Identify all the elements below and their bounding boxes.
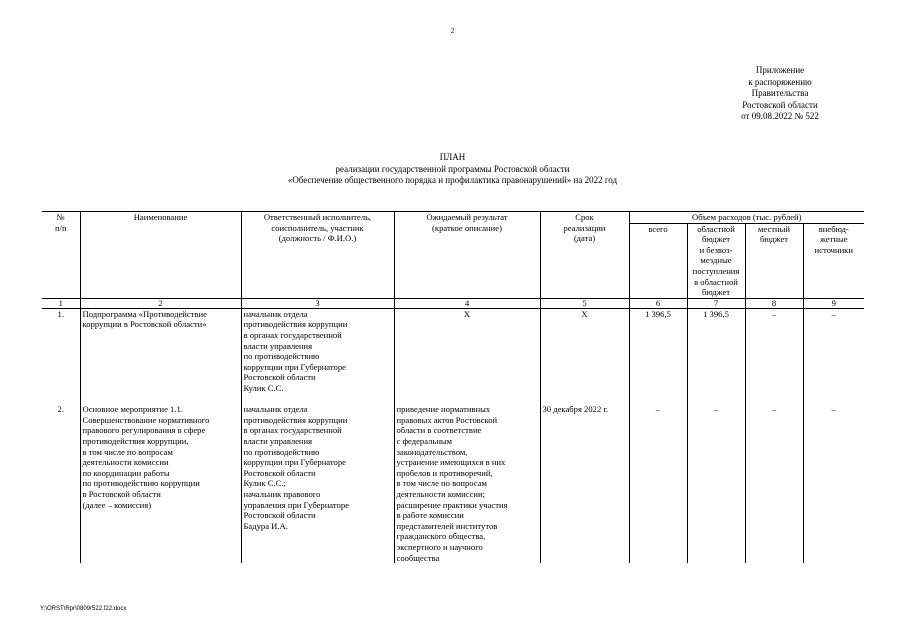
appendix-line: к распоряжению	[748, 76, 812, 87]
appendix-block	[700, 65, 860, 123]
row-responsible: начальник отдела противодействия коррупции в органах государственной власти управления по противодействию коррупции при Губернаторе Ростовской области Кулик С.С.; начальник правового управления при Губернаторе Ростовской области Бадура И.А.	[241, 404, 394, 563]
row-regional: –	[687, 404, 745, 563]
table-row	[42, 308, 864, 404]
header-responsible: Ответственный исполнитель, соисполнитель, участник (должность / Ф.И.О.)	[241, 212, 394, 299]
header-result: Ожидаемый результат (краткое описание)	[394, 212, 540, 299]
row-extra: –	[803, 404, 864, 563]
column-number: 6	[629, 298, 687, 308]
column-number: 9	[803, 298, 864, 308]
row-name: Основное мероприятие 1.1. Совершенствование нормативного правового регулирования в сфере противодействия коррупции, в том числе по вопросам деятельности комиссии по координации работы по противодействию коррупции в Ростовской области (далее – комиссия)	[80, 404, 241, 563]
table-row	[42, 404, 864, 563]
row-regional: 1 396,5	[687, 308, 745, 404]
page-number: 2	[450, 27, 455, 35]
plan-table	[42, 211, 864, 563]
appendix-line: Приложение	[755, 65, 805, 75]
header-num: № п/п	[42, 212, 80, 299]
header-total: всего	[629, 223, 687, 298]
column-number: 1	[42, 298, 80, 308]
row-result: приведение нормативных правовых актов Ростовской области в соответствие с федеральным законодательством, устранение имеющихся в них пробелов и противоречий, в том числе по вопросам деятельности комиссии; расширение практики участия в работе комиссии представителей институтов гражданского общества, экспертного и научного сообщества	[394, 404, 540, 563]
column-number: 2	[80, 298, 241, 308]
row-term: Х	[540, 308, 629, 404]
footer-file-path: Y:\ORST\Rpr\0809r522.f22.docx	[40, 606, 127, 612]
header-regional: областной бюджет и безвоз- мездные поступления в областной бюджет	[687, 223, 745, 298]
row-result: Х	[394, 308, 540, 404]
row-num: 2.	[42, 404, 80, 563]
column-number: 5	[540, 298, 629, 308]
plan-title-line: ПЛАН	[439, 152, 466, 162]
header-name: Наименование	[80, 212, 241, 299]
plan-title	[200, 152, 705, 187]
column-number: 4	[394, 298, 540, 308]
header-expenses: Объем расходов (тыс. рублей)	[629, 212, 864, 224]
column-number: 7	[687, 298, 745, 308]
table-header-row	[42, 212, 864, 224]
row-total: –	[629, 404, 687, 563]
row-term: 30 декабря 2022 г.	[540, 404, 629, 563]
header-extra: внебюд- жетные источники	[803, 223, 864, 298]
appendix-line: Правительства	[751, 88, 809, 98]
appendix-line: от 09.08.2022 № 522	[741, 111, 819, 121]
row-name: Подпрограмма «Противодействие коррупции в Ростовской области»	[80, 308, 241, 404]
column-numbers-row	[42, 298, 864, 308]
appendix-line: Ростовской области	[742, 99, 818, 110]
column-number: 3	[241, 298, 394, 308]
row-responsible: начальник отдела противодействия коррупции в органах государственной власти управления по противодействию коррупции при Губернаторе Ростовской области Кулик С.С.	[241, 308, 394, 404]
plan-title-line: реализации государственной программы Ростовской области	[335, 163, 570, 174]
column-number: 8	[745, 298, 803, 308]
header-local: местный бюджет	[745, 223, 803, 298]
plan-title-line: «Обеспечение общественного порядка и профилактика правонарушений» на 2022 год	[287, 175, 618, 185]
row-total: 1 396,5	[629, 308, 687, 404]
row-local: –	[745, 404, 803, 563]
header-term: Срок реализации (дата)	[540, 212, 629, 299]
row-local: –	[745, 308, 803, 404]
row-num: 1.	[42, 308, 80, 404]
row-extra: –	[803, 308, 864, 404]
